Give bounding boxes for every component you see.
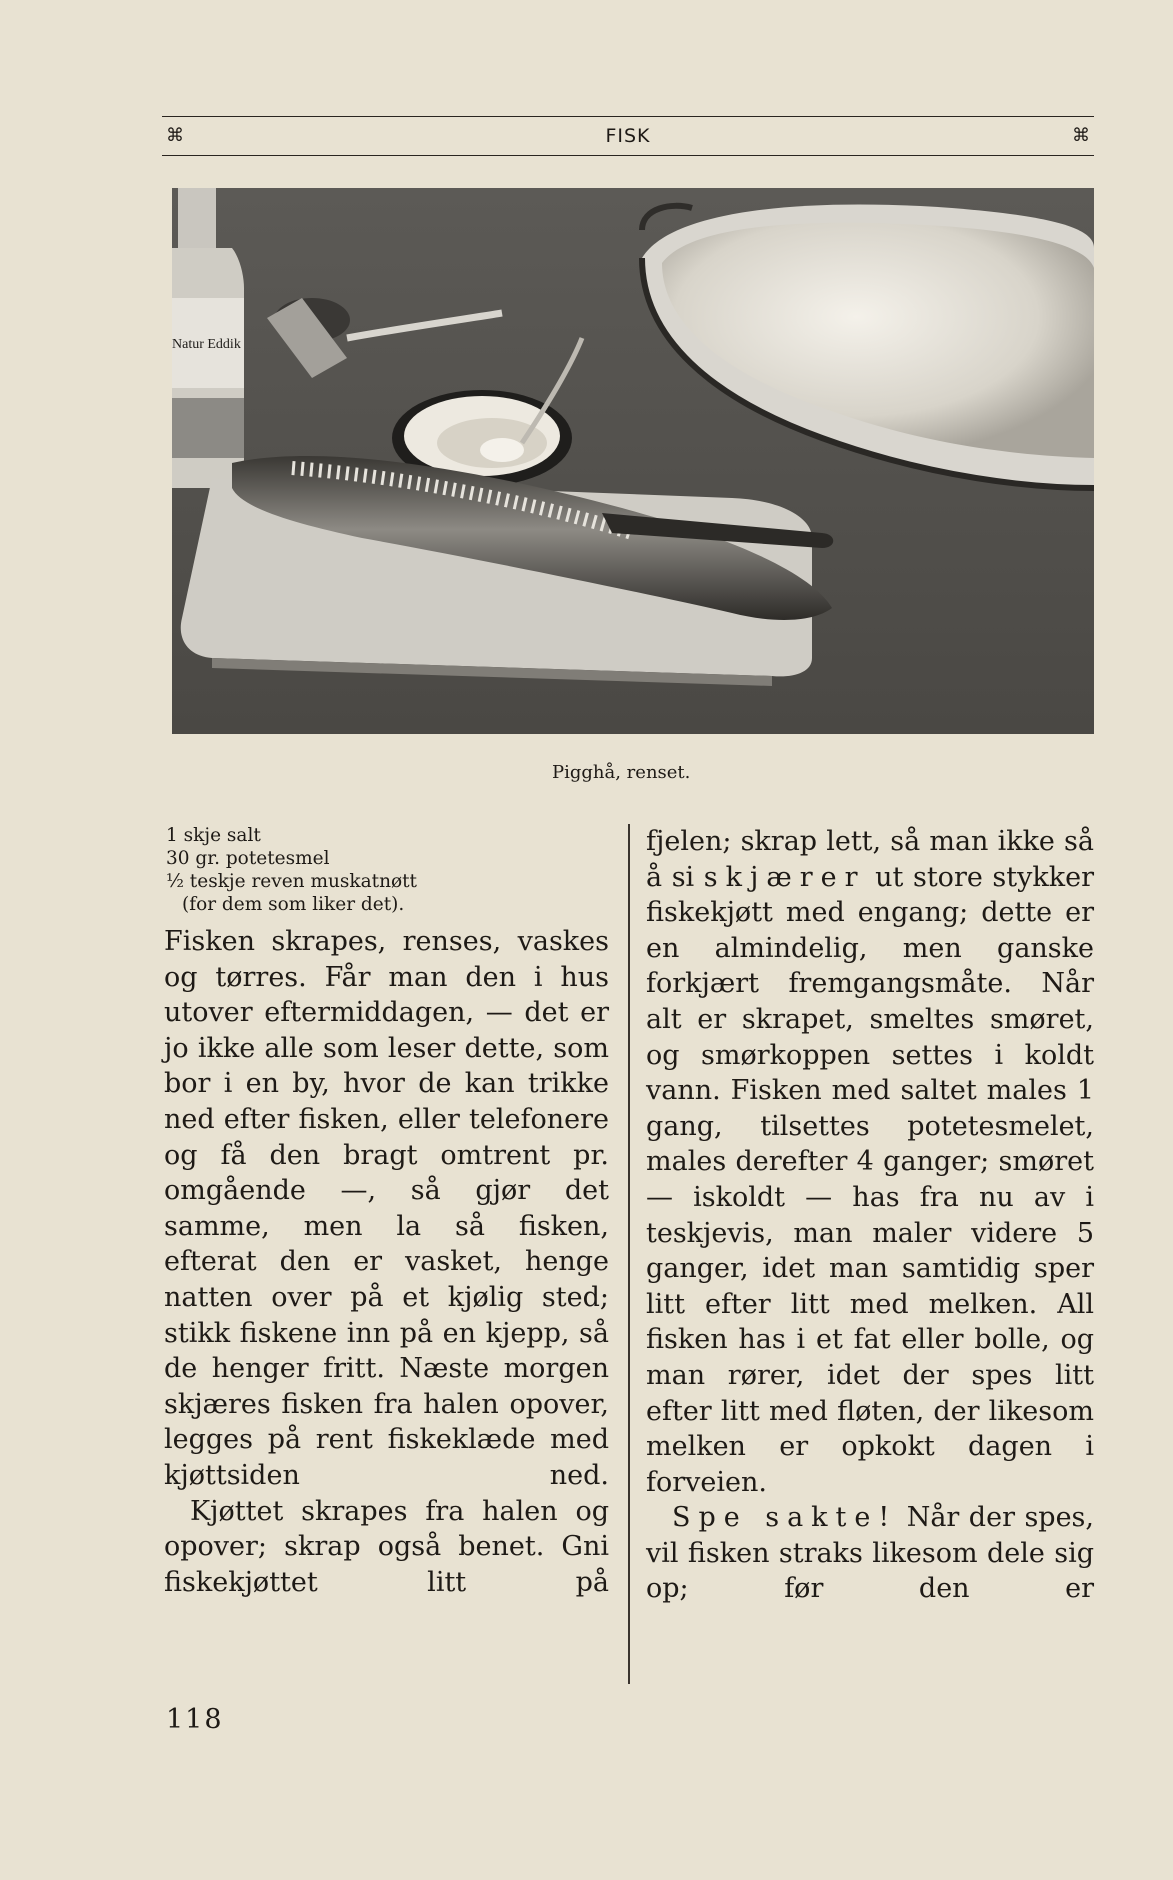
ingredient-item: 1 skje salt [166, 825, 261, 846]
fish-photo [172, 188, 1094, 734]
text-run: fjelen; skrap lett, så man ikke så å si [646, 826, 1094, 893]
page-number: 118 [166, 1704, 224, 1735]
text-run: ut store stykker fiskekjøtt med engang; dette er en almindelig, men ganske forkjært fremgangsmåte. Når alt er skrapet, smeltes smøret, og smørkoppen settes i koldt vann. Fisken med saltet males 1 gang, tilsettes potetesmelet, males derefter 4 ganger; smøret — iskoldt — has fra nu av i teskjevis, man maler videre 5 ganger, idet man samtidig sper litt efter litt med melken. All fisken has i et fat eller bolle, og man rører, idet der spes litt efter litt med fløten, der likesom melken er opkokt dagen i forveien. [646, 861, 1094, 1498]
ingredient-list [166, 824, 609, 916]
body-paragraph [646, 824, 1094, 1500]
body-paragraph [646, 1500, 1094, 1607]
ingredient-item: 30 gr. potetesmel [166, 848, 330, 869]
photo-caption: Pigghå, renset. [552, 762, 691, 783]
body-paragraph: Fisken skrapes, renses, vaskes og tørres. Får man den i hus utover eftermiddagen, — det er jo ikke alle som leser dette, som bor i en by, hvor de kan trikke ned efter fisken, eller telefonere og få den bragt omtrent pr. omgående —, så gjør det samme, men la så fisken, efterat den er vasket, henge natten over på et kjølig sted; stikk fiskene inn på en kjepp, så de henger fritt. Næste morgen skjæres fisken fra halen opover, legges på rent fiskeklæde med kjøttsiden ned. [164, 926, 609, 1491]
text-run: Når der spes, vil fisken straks likesom dele sig op; før den er [646, 1502, 1094, 1605]
section-title: FISK [605, 125, 651, 147]
bottle-label: Natur Eddik [172, 337, 241, 352]
ornament-right-icon: ⌘ [1072, 125, 1090, 146]
emphasis-spaced: skjærer [703, 861, 866, 893]
emphasis-spaced: Spe sakte! [672, 1502, 898, 1534]
ingredient-note: (for dem som liker det). [182, 894, 405, 915]
fish-photo-illustration [172, 188, 1094, 734]
column-divider [628, 824, 630, 1684]
left-column [164, 824, 609, 1600]
ingredient-item: ½ teskje reven muskatnøtt [166, 871, 417, 892]
right-column [646, 824, 1094, 1607]
running-header [162, 116, 1094, 156]
ornament-left-icon: ⌘ [166, 125, 184, 146]
body-paragraph: Kjøttet skrapes fra halen og opover; skrap også benet. Gni fiskekjøttet litt på [164, 1495, 609, 1598]
